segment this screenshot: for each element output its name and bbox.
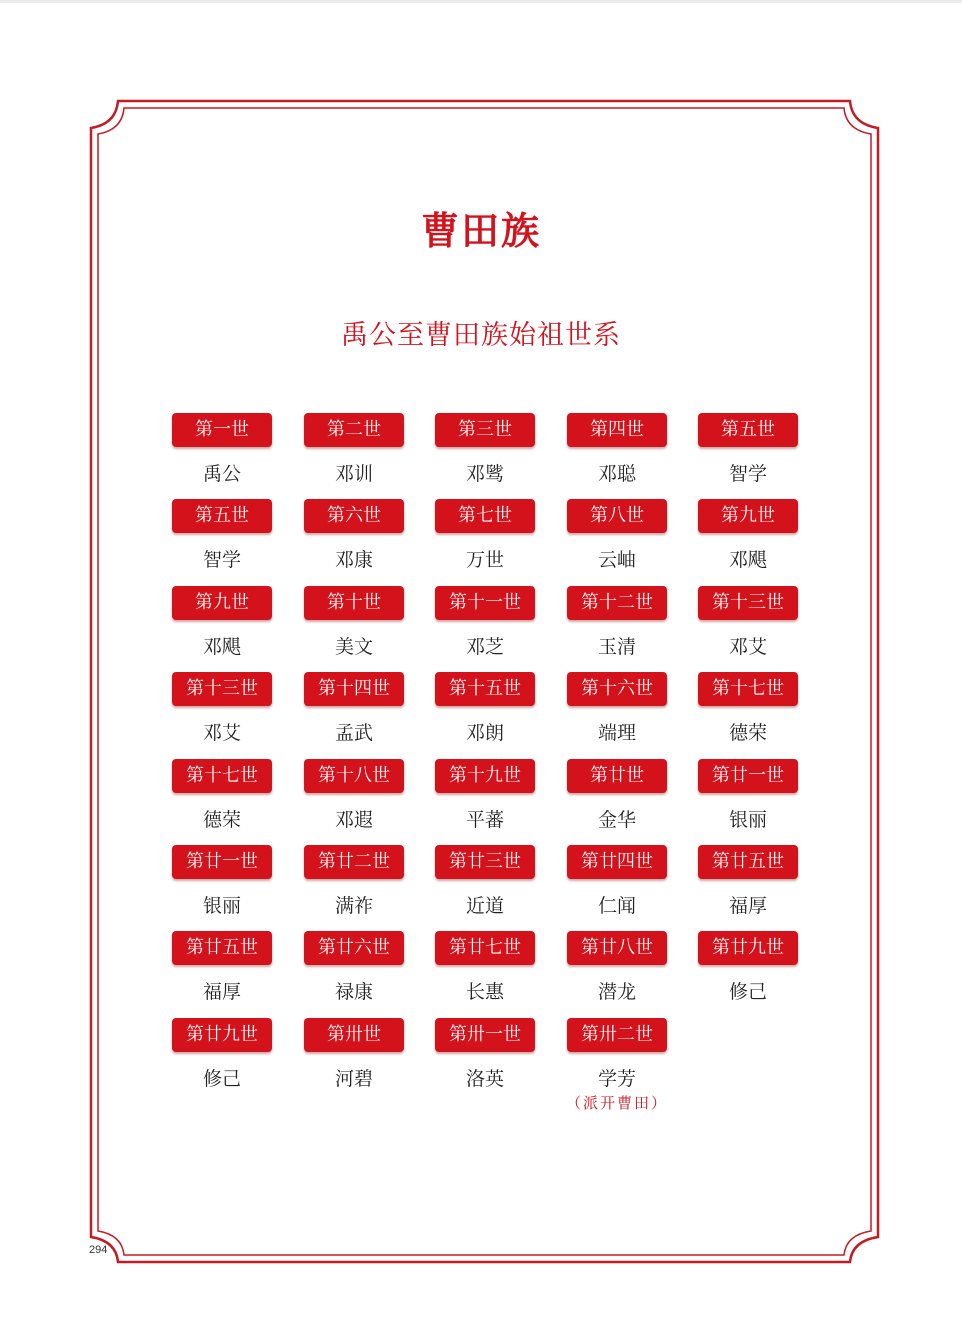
generation-cell: [304, 1018, 404, 1098]
generation-cell: [304, 499, 404, 579]
generation-cell: [567, 499, 667, 579]
generation-badge: 第十一世: [435, 586, 535, 620]
generation-cell: [567, 931, 667, 1011]
ancestor-name: 平蕃: [465, 809, 504, 831]
generation-badge: 第五世: [698, 413, 798, 447]
generation-badge: 第廿九世: [698, 931, 798, 965]
branch-note: （派开曹田）: [565, 1094, 668, 1112]
generation-cell: [304, 413, 404, 493]
ancestor-name: 端理: [597, 722, 636, 744]
generation-badge: 第廿七世: [435, 931, 535, 965]
ancestor-name: 邓聪: [597, 463, 636, 485]
generation-badge: 第廿一世: [172, 845, 272, 879]
generation-cell: [172, 931, 272, 1011]
generation-cell: [698, 413, 798, 493]
ancestor-name: 邓飓: [202, 636, 241, 658]
ancestor-name: 洛英: [465, 1068, 504, 1090]
generation-badge: 第十三世: [698, 586, 798, 620]
ancestor-name: 美文: [334, 636, 373, 658]
ancestor-name: 邓芝: [465, 636, 504, 658]
generation-badge: 第十世: [304, 586, 404, 620]
generation-badge: 第卅二世: [567, 1018, 667, 1052]
generation-cell: [435, 413, 535, 493]
generation-badge: 第四世: [567, 413, 667, 447]
ancestor-name: 金华: [597, 809, 636, 831]
generation-cell: [172, 413, 272, 493]
generation-cell: [304, 586, 404, 666]
generation-cell: [172, 586, 272, 666]
generation-badge: 第三世: [435, 413, 535, 447]
generation-badge: 第二世: [304, 413, 404, 447]
generation-badge: 第七世: [435, 499, 535, 533]
generation-badge: 第廿二世: [304, 845, 404, 879]
generation-cell: [435, 1018, 535, 1098]
generation-badge: 第十六世: [567, 672, 667, 706]
generation-cell: [304, 672, 404, 752]
generation-badge: 第一世: [172, 413, 272, 447]
generation-badge: 第廿世: [567, 759, 667, 793]
generation-badge: 第十五世: [435, 672, 535, 706]
ancestor-name: 邓朗: [465, 722, 504, 744]
generation-cell: [698, 845, 798, 925]
generation-cell: [435, 499, 535, 579]
generation-badge: 第十七世: [698, 672, 798, 706]
ancestor-name: 邓艾: [202, 722, 241, 744]
generation-cell: [304, 931, 404, 1011]
generation-cell: [172, 1018, 272, 1098]
generation-badge: 第廿九世: [172, 1018, 272, 1052]
generation-cell: [172, 672, 272, 752]
generation-cell: [304, 759, 404, 839]
generation-badge: 第十三世: [172, 672, 272, 706]
ancestor-name: 福厚: [728, 895, 767, 917]
page-subtitle: 禹公至曹田族始祖世系: [341, 320, 621, 351]
generation-cell: [565, 1018, 668, 1112]
generation-badge: 第九世: [698, 499, 798, 533]
ancestor-name: 修己: [728, 981, 767, 1003]
generation-badge: 第廿一世: [698, 759, 798, 793]
ancestor-name: 修己: [202, 1068, 241, 1090]
ancestor-name: 云岫: [597, 549, 636, 571]
generation-badge: 第九世: [172, 586, 272, 620]
generation-cell: [698, 499, 798, 579]
ancestor-name: 德荣: [728, 722, 767, 744]
generation-cell: [172, 845, 272, 925]
generation-badge: 第卅世: [304, 1018, 404, 1052]
generation-cell: [435, 672, 535, 752]
ancestor-name: 银丽: [202, 895, 241, 917]
generation-cell: [698, 931, 798, 1011]
generation-badge: 第五世: [172, 499, 272, 533]
generation-badge: 第八世: [567, 499, 667, 533]
ancestor-name: 邓骘: [465, 463, 504, 485]
generation-cell: [698, 759, 798, 839]
generation-cell: [435, 931, 535, 1011]
generation-cell: [567, 759, 667, 839]
ancestor-name: 德荣: [202, 809, 241, 831]
generation-cell: [435, 586, 535, 666]
ancestor-name: 智学: [728, 463, 767, 485]
ancestor-name: 万世: [465, 549, 504, 571]
generation-badge: 第卅一世: [435, 1018, 535, 1052]
generation-badge: 第廿五世: [172, 931, 272, 965]
ancestor-name: 邓遐: [334, 809, 373, 831]
ancestor-name: 孟武: [334, 722, 373, 744]
generation-badge: 第廿三世: [435, 845, 535, 879]
ancestor-name: 邓康: [334, 549, 373, 571]
ancestor-name: 仁闻: [597, 895, 636, 917]
generation-badge: 第十四世: [304, 672, 404, 706]
generation-badge: 第十八世: [304, 759, 404, 793]
ancestor-name: 智学: [202, 549, 241, 571]
generation-cell: [172, 499, 272, 579]
generation-badge: 第十九世: [435, 759, 535, 793]
generation-cell: [304, 845, 404, 925]
generation-cell: [172, 759, 272, 839]
ancestor-name: 福厚: [202, 981, 241, 1003]
generation-badge: 第廿五世: [698, 845, 798, 879]
ancestor-name: 玉清: [597, 636, 636, 658]
ancestor-name: 学芳: [597, 1068, 636, 1090]
ancestor-name: 满祚: [334, 895, 373, 917]
generation-cell: [567, 586, 667, 666]
generation-cell: [567, 845, 667, 925]
generation-cell: [567, 413, 667, 493]
generation-badge: 第十二世: [567, 586, 667, 620]
ancestor-name: 河碧: [334, 1068, 373, 1090]
ancestor-name: 邓艾: [728, 636, 767, 658]
ancestor-name: 禹公: [202, 463, 241, 485]
ancestor-name: 邓飓: [728, 549, 767, 571]
ancestor-name: 近道: [465, 895, 504, 917]
ancestor-name: 长惠: [465, 981, 504, 1003]
generation-cell: [567, 672, 667, 752]
generation-cell: [435, 845, 535, 925]
generation-cell: [435, 759, 535, 839]
generation-badge: 第廿八世: [567, 931, 667, 965]
page-title: 曹田族: [420, 208, 541, 253]
generation-badge: 第六世: [304, 499, 404, 533]
generation-badge: 第廿四世: [567, 845, 667, 879]
generation-cell: [698, 672, 798, 752]
ancestor-name: 潜龙: [597, 981, 636, 1003]
ancestor-name: 禄康: [334, 981, 373, 1003]
ancestor-name: 银丽: [728, 809, 767, 831]
page-number: 294: [89, 1244, 108, 1256]
generation-cell: [698, 586, 798, 666]
generation-badge: 第廿六世: [304, 931, 404, 965]
generation-badge: 第十七世: [172, 759, 272, 793]
ancestor-name: 邓训: [334, 463, 373, 485]
